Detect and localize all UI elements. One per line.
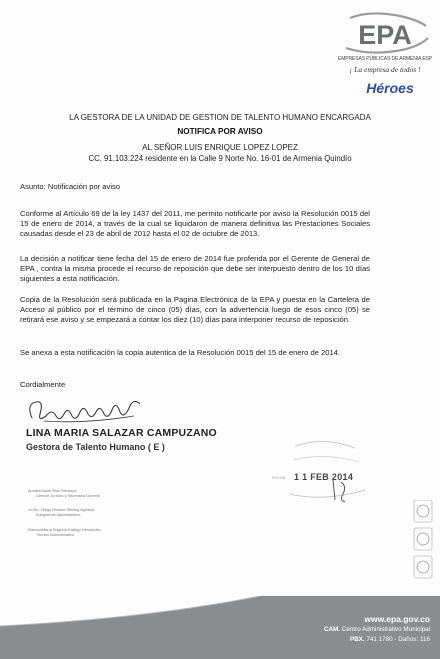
footer-phone [350,636,430,643]
notice-title: NOTIFICA POR AVISO [177,127,263,136]
credit-prepared-role: Técnico Administrativo [36,533,74,537]
credit-reviewed [28,508,94,518]
addressee-name: AL SEÑOR LUIS ENRIQUE LOPEZ LOPEZ [142,143,298,152]
footer-pbx-label: PBX. [349,636,365,643]
logo-brand-text: EPA [358,20,412,50]
credit-approved-name: Aprobó/Javier Ruiz Restrepo [28,489,77,493]
stamp-date-label: FECHA [272,475,286,480]
certification-seals [412,500,434,580]
addressee-address: CC. 91.103.224 residente en la Calle 9 Norte No. 16-01 de Armenia Quindío [88,154,352,163]
footer-cam-label: CAM. [323,626,341,633]
heroes-logo [360,78,420,98]
footer-pbx-text: 741 1780 - Daños: 116 [366,636,430,643]
issuer-header: LA GESTORA DE LA UNIDAD DE GESTION DE TALENTO HUMANO ENCARGADA [69,113,371,122]
handwritten-signature [24,394,144,426]
footer-website[interactable]: www.epa.gov.co [364,614,430,624]
credit-reviewed-name: Vo.Bo.: Diego Ricardo Sterling Aguilera [28,508,95,512]
credit-reviewed-role: Subgerente Administrativo [36,513,81,517]
stamp-date: 1 1 FEB 2014 [294,472,354,482]
credit-prepared-name: Elaboró/María Eugenia Gallego Hernández [28,528,101,532]
epa-logo [336,12,436,102]
footer-address [324,626,430,633]
paragraph-annex: Se anexa a esta notificación la copia autentica de la Resolución 0015 del 15 de enero de 2014. [20,348,341,357]
credit-approved-role: Director Jurídico y Secretaría General [36,494,100,498]
signer-role: Gestora de Talento Humano ( E ) [26,442,165,452]
signer-name: LINA MARIA SALAZAR CAMPUZANO [26,427,217,439]
paragraph-decision: La decisión a notificar tiene fecha del 15 de enero de 2014 fue proferida por el Gerente de General de EPA , contra la misma procede el recurso de reposición que debe ser interpuesto dentro de los 10 días siguientes a esta notificación. [20,254,370,283]
received-stamp [255,436,385,506]
subject-line: Asunto: Notificación por aviso [20,182,121,191]
paragraph-publication: Copia de la Resolución será publicada en la Pagina Electrónica de la EPA y puesta en la Cartelera de Acceso al público por el término de cinco (05) días, con la advertencia luego de esos cinco (05) se retirará ese aviso y se empezará a contar los diez (10) días para interponer recurso de reposición. [20,295,370,324]
logo-tagline: ¡ La empresa de todos ! [349,65,421,74]
heroes-text: Héroes [366,80,414,96]
footer-cam-text: Centro Administrativo Municipal [341,626,430,633]
credit-approved [28,489,100,499]
closing: Cordialmente [20,380,66,389]
paragraph-legal-basis: Conforme al Artículo 69 de la ley 1437 del 2011, me permito notificarle por aviso la Resolución 0015 del 15 de enero de 2014, a través de la cual se liquidaron de manera definitiva las Prestaciones Sociales causadas desde el 23 de abril de 2012 hasta el 02 de octubre de 2013. [20,209,370,238]
logo-subtitle: EMPRESAS PÚBLICAS DE ARMENIA ESP [337,56,433,62]
credit-prepared [28,528,101,538]
epa-logo-mark [340,12,430,54]
